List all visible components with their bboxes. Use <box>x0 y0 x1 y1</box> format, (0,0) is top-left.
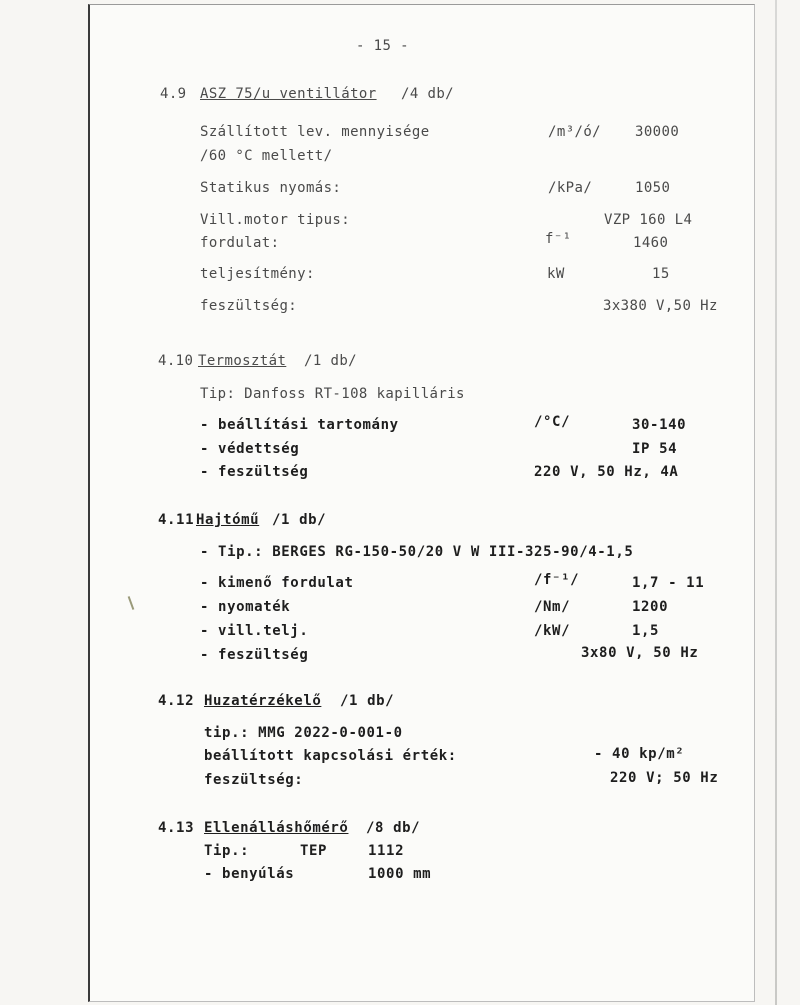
spec-unit: f⁻¹ <box>545 231 572 247</box>
page-edge <box>775 0 777 1005</box>
spec-value: 1,7 - 11 <box>632 575 705 591</box>
spec-value: 30000 <box>635 124 680 140</box>
spec-value: 3x80 V, 50 Hz <box>581 645 699 661</box>
spec-value: 1112 <box>368 843 405 859</box>
type-line: Tip: Danfoss RT-108 kapilláris <box>200 386 465 402</box>
page-number: - 15 - <box>356 38 409 54</box>
spec-label: Tip.: <box>204 843 250 859</box>
spec-value: 220 V; 50 Hz <box>610 770 719 786</box>
section-title: Termosztát <box>198 353 287 369</box>
spec-label: fordulat: <box>200 235 280 251</box>
spec-label: - feszültség <box>200 647 309 663</box>
spec-unit: kW <box>547 266 565 282</box>
spec-value: VZP 160 L4 <box>604 212 693 228</box>
section-title: Hajtómű <box>196 512 260 528</box>
spec-value: 1000 mm <box>368 866 432 882</box>
section-number: 4.9 <box>160 86 187 102</box>
section-title: Huzatérzékelő <box>204 693 322 709</box>
spec-value: 1200 <box>632 599 669 615</box>
spec-label: - vill.telj. <box>200 623 309 639</box>
section-number: 4.12 <box>158 693 195 709</box>
spec-value: 30-140 <box>632 417 687 433</box>
spec-label: - feszültség <box>200 464 309 480</box>
section-title: ASZ 75/u ventillátor <box>200 86 377 102</box>
document-page <box>88 4 755 1002</box>
spec-label: teljesítmény: <box>200 266 315 282</box>
spec-label: feszültség: <box>200 298 298 314</box>
spec-value: 1,5 <box>632 623 660 639</box>
spec-value: - 40 kp/m² <box>594 746 685 762</box>
spec-unit: /f⁻¹/ <box>534 572 580 588</box>
spec-value: 15 <box>652 266 670 282</box>
section-number: 4.11 <box>158 512 195 528</box>
section-quantity: /1 db/ <box>272 512 327 528</box>
spec-label: beállított kapcsolási érték: <box>204 748 457 764</box>
spec-value: 1460 <box>633 235 669 251</box>
spec-label: feszültség: <box>204 772 304 788</box>
spec-value: 3x380 V,50 Hz <box>603 298 718 314</box>
spec-value: IP 54 <box>632 441 678 457</box>
spec-unit: /°C/ <box>534 414 571 430</box>
spec-unit: /m³/ó/ <box>548 124 601 140</box>
section-number: 4.13 <box>158 820 195 836</box>
spec-unit: /kPa/ <box>548 180 593 196</box>
section-quantity: /4 db/ <box>401 86 454 102</box>
spec-type: TEP <box>300 843 328 859</box>
spec-label: /60 °C mellett/ <box>200 148 333 164</box>
spec-unit: /kW/ <box>534 623 571 639</box>
spec-label: Szállított lev. mennyisége <box>200 124 430 140</box>
section-quantity: /8 db/ <box>366 820 421 836</box>
spec-unit: /Nm/ <box>534 599 571 615</box>
spec-label: - védettség <box>200 441 300 457</box>
spec-label: - kimenő fordulat <box>200 575 354 591</box>
spec-label: Statikus nyomás: <box>200 180 342 196</box>
spec-label: - nyomaték <box>200 599 291 615</box>
spec-label: tip.: MMG 2022-0-001-0 <box>204 725 403 741</box>
spec-value: 1050 <box>635 180 671 196</box>
section-title: Ellenálláshőmérő <box>204 820 349 836</box>
section-number: 4.10 <box>158 353 194 369</box>
spec-value: 220 V, 50 Hz, 4A <box>534 464 679 480</box>
spec-label: Vill.motor tipus: <box>200 212 351 228</box>
type-line: - Tip.: BERGES RG-150-50/20 V W III-325-90/4-1,5 <box>200 544 634 560</box>
spec-label: - benyúlás <box>204 866 295 882</box>
section-quantity: /1 db/ <box>340 693 395 709</box>
section-quantity: /1 db/ <box>304 353 357 369</box>
spec-label: - beállítási tartomány <box>200 417 399 433</box>
